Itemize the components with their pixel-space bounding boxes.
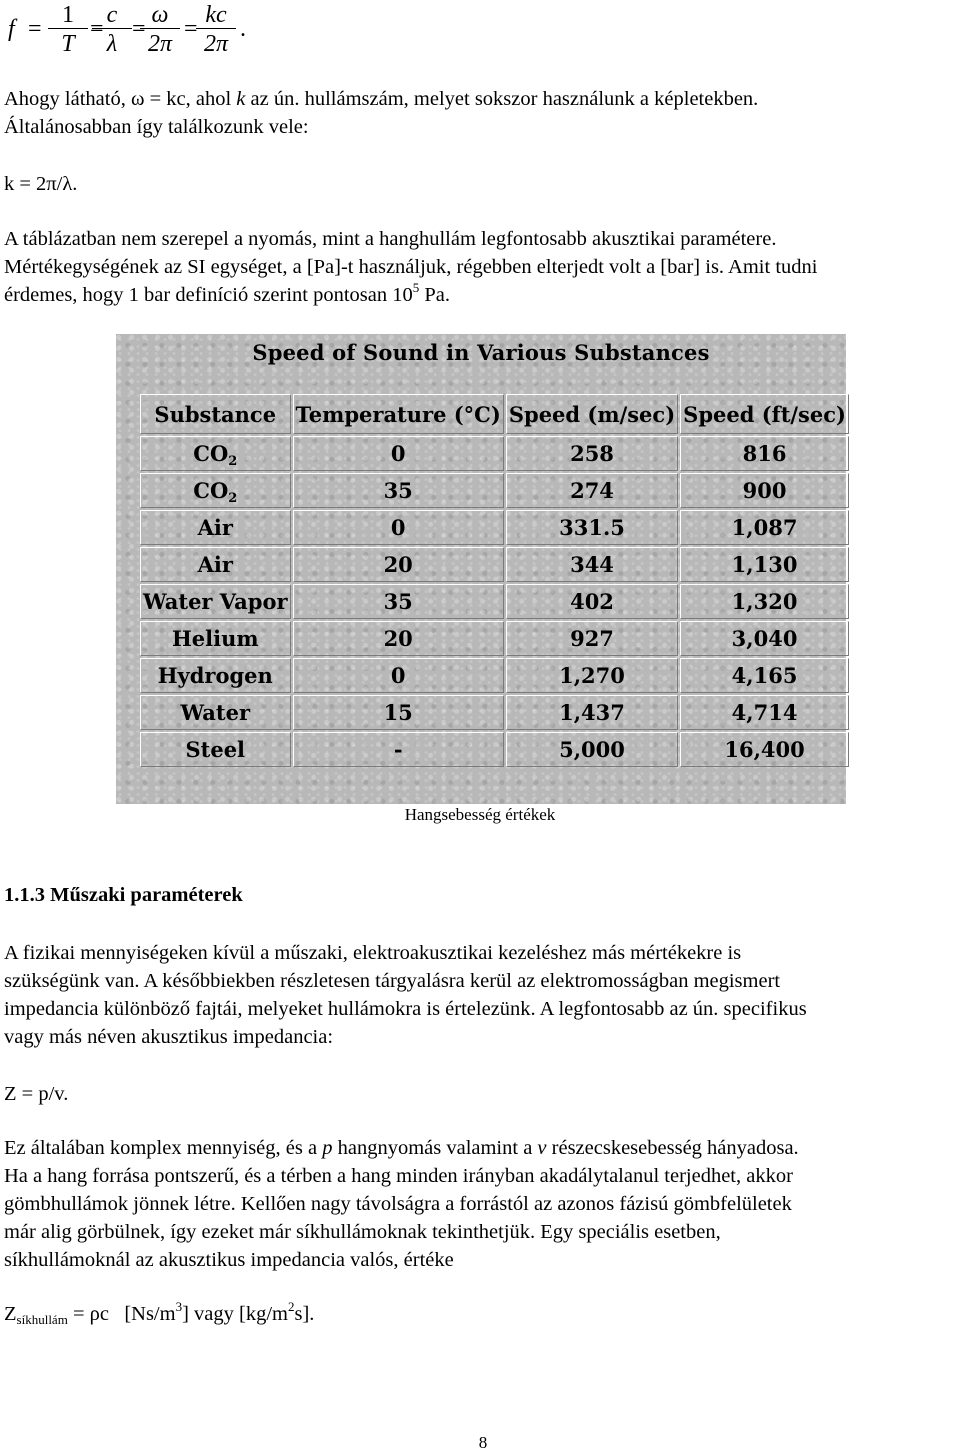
text-run: hangnyomás valamint a bbox=[332, 1137, 538, 1159]
frequency-formula bbox=[8, 2, 268, 62]
paragraph-line: impedancia különböző fajtái, melyeket hullámokra is értelezünk. A legfontosabb az ún. specifikus bbox=[4, 998, 807, 1020]
cell-speed-ms: 5,000 bbox=[506, 732, 678, 767]
z-symbol: Z bbox=[4, 1303, 17, 1325]
cell-substance bbox=[140, 547, 291, 582]
substance-subscript: 2 bbox=[228, 491, 238, 506]
formula-eq-2: = bbox=[90, 16, 104, 42]
text-run: Ahogy látható, ω = kc, ahol bbox=[4, 88, 237, 110]
formula-eq-3: = bbox=[132, 16, 146, 42]
text-run: az ún. hullámszám, melyet sokszor használunk a képletekben. bbox=[245, 88, 759, 110]
paragraph-line: Mértékegységének az SI egységet, a [Pa]-t használjuk, régebben elterjedt volt a [bar] is. Amit tudni bbox=[4, 256, 818, 278]
formula-frac-2 bbox=[92, 2, 132, 57]
figure-caption: Hangsebesség értékek bbox=[404, 805, 556, 824]
table-header-row bbox=[140, 394, 849, 434]
cell-substance bbox=[140, 436, 291, 471]
table-row bbox=[140, 436, 849, 471]
cell-temperature: 20 bbox=[293, 621, 504, 656]
cell-speed-ms: 402 bbox=[506, 584, 678, 619]
cell-speed-fts: 16,400 bbox=[680, 732, 849, 767]
formula-frac-4-num: kc bbox=[205, 2, 227, 28]
formula-eq-1: = bbox=[28, 16, 42, 42]
formula-frac-3-num: ω bbox=[151, 2, 169, 28]
cell-substance bbox=[140, 658, 291, 693]
table-row bbox=[140, 473, 849, 508]
substance-name: Hydrogen bbox=[157, 663, 273, 688]
substance-name: CO bbox=[193, 441, 229, 466]
paragraph-line: Ha a hang forrása pontszerű, és a térben a hang minden irányban akadálytalanul terjedhet, akkor bbox=[4, 1165, 793, 1187]
subscript: síkhullám bbox=[16, 1312, 68, 1327]
header-temperature: Temperature (°C) bbox=[293, 394, 504, 434]
paragraph-wave-number bbox=[4, 85, 956, 141]
text-run: ] vagy [kg/m bbox=[182, 1303, 288, 1325]
k-symbol: k bbox=[236, 88, 246, 110]
formula-end: . bbox=[240, 16, 246, 42]
cell-temperature: 0 bbox=[293, 510, 504, 545]
formula-frac-2-num: c bbox=[106, 2, 118, 28]
paragraph-line: már alig görbülnek, így ezeket már síkhullámoknak tekinthetjük. Egy speciális esetben, bbox=[4, 1221, 721, 1243]
formula-frac-3 bbox=[140, 2, 180, 57]
formula-frac-2-den: λ bbox=[106, 31, 118, 57]
cell-temperature: - bbox=[293, 732, 504, 767]
paragraph-line: síkhullámoknál az akusztikus impedancia valós, értéke bbox=[4, 1249, 454, 1271]
cell-speed-ms: 927 bbox=[506, 621, 678, 656]
header-speed-ms: Speed (m/sec) bbox=[506, 394, 678, 434]
substance-name: Water Vapor bbox=[143, 589, 288, 614]
formula-frac-4-den: 2π bbox=[203, 31, 229, 57]
substance-name: Helium bbox=[171, 626, 259, 651]
text-run: érdemes, hogy 1 bar definíció szerint pontosan 10 bbox=[4, 284, 413, 306]
paragraph-line: Általánosabban így találkozunk vele: bbox=[4, 116, 309, 138]
table-row bbox=[140, 695, 849, 730]
cell-substance bbox=[140, 473, 291, 508]
cell-speed-fts: 4,165 bbox=[680, 658, 849, 693]
formula-frac-1-num: 1 bbox=[62, 2, 74, 28]
cell-speed-ms: 258 bbox=[506, 436, 678, 471]
cell-speed-ms: 331.5 bbox=[506, 510, 678, 545]
substance-name: Water bbox=[180, 700, 251, 725]
cell-substance bbox=[140, 584, 291, 619]
cell-substance bbox=[140, 695, 291, 730]
cell-speed-ms: 274 bbox=[506, 473, 678, 508]
cell-temperature: 20 bbox=[293, 547, 504, 582]
z-plane-wave-formula bbox=[4, 1300, 956, 1328]
paragraph-line: gömbhullámok jönnek létre. Kellően nagy távolságra a forrástól az azonos fázisú gömbfelületek bbox=[4, 1193, 792, 1215]
text-run: s]. bbox=[294, 1303, 315, 1325]
superscript: 3 bbox=[175, 1299, 183, 1314]
paragraph-line: vagy más néven akusztikus impedancia: bbox=[4, 1026, 334, 1048]
text-run: részecskesebesség hányadosa. bbox=[546, 1137, 799, 1159]
formula-eq-4: = bbox=[184, 16, 198, 42]
table-row bbox=[140, 510, 849, 545]
text-run: Pa. bbox=[419, 284, 450, 306]
table-row bbox=[140, 621, 849, 656]
substance-name: Steel bbox=[185, 737, 246, 762]
header-speed-fts: Speed (ft/sec) bbox=[680, 394, 849, 434]
substance-name: Air bbox=[197, 515, 233, 540]
superscript: 5 bbox=[412, 280, 420, 295]
figure-title: Speed of Sound in Various Substances bbox=[252, 340, 710, 365]
table-row bbox=[140, 547, 849, 582]
formula-lhs: f bbox=[8, 16, 15, 42]
paragraph-line bbox=[4, 281, 956, 309]
table-row bbox=[140, 732, 849, 767]
paragraph-pressure bbox=[4, 225, 956, 309]
formula-frac-4 bbox=[196, 2, 236, 57]
v-symbol: v bbox=[537, 1137, 547, 1159]
paragraph-line: A táblázatban nem szerepel a nyomás, mint a hanghullám legfontosabb akusztikai paramétere. bbox=[4, 228, 777, 250]
table-row bbox=[140, 658, 849, 693]
cell-substance bbox=[140, 510, 291, 545]
cell-speed-fts: 816 bbox=[680, 436, 849, 471]
substance-name: Air bbox=[197, 552, 233, 577]
k-formula: k = 2π/λ. bbox=[4, 173, 78, 195]
section-heading: 1.1.3 Műszaki paraméterek bbox=[4, 884, 243, 906]
speed-table bbox=[138, 392, 851, 769]
header-substance: Substance bbox=[140, 394, 291, 434]
formula-frac-3-den: 2π bbox=[147, 31, 173, 57]
cell-speed-ms: 1,270 bbox=[506, 658, 678, 693]
substance-subscript: 2 bbox=[228, 454, 238, 469]
formula-frac-1-den: T bbox=[61, 31, 75, 57]
text-run: Ez általában komplex mennyiség, és a bbox=[4, 1137, 323, 1159]
p-symbol: p bbox=[322, 1137, 333, 1159]
cell-substance bbox=[140, 732, 291, 767]
superscript: 2 bbox=[287, 1299, 295, 1314]
cell-speed-ms: 344 bbox=[506, 547, 678, 582]
cell-speed-fts: 4,714 bbox=[680, 695, 849, 730]
speed-of-sound-figure bbox=[116, 334, 846, 804]
paragraph-line: szükségünk van. A későbbiekben részletesen tárgyalásra kerül az elektromosságban megismert bbox=[4, 970, 781, 992]
substance-name: CO bbox=[193, 478, 229, 503]
paragraph-impedance bbox=[4, 939, 956, 1051]
paragraph-line bbox=[4, 85, 956, 113]
z-formula: Z = p/v. bbox=[4, 1083, 69, 1105]
cell-temperature: 0 bbox=[293, 658, 504, 693]
cell-speed-fts: 3,040 bbox=[680, 621, 849, 656]
paragraph-line bbox=[4, 1134, 956, 1162]
cell-substance bbox=[140, 621, 291, 656]
cell-temperature: 0 bbox=[293, 436, 504, 471]
paragraph-spherical-waves bbox=[4, 1134, 956, 1274]
cell-speed-ms: 1,437 bbox=[506, 695, 678, 730]
formula-frac-1 bbox=[48, 2, 88, 57]
cell-speed-fts: 900 bbox=[680, 473, 849, 508]
cell-temperature: 35 bbox=[293, 473, 504, 508]
cell-speed-fts: 1,130 bbox=[680, 547, 849, 582]
table-row bbox=[140, 584, 849, 619]
cell-temperature: 15 bbox=[293, 695, 504, 730]
cell-temperature: 35 bbox=[293, 584, 504, 619]
cell-speed-fts: 1,320 bbox=[680, 584, 849, 619]
cell-speed-fts: 1,087 bbox=[680, 510, 849, 545]
text-run: = ρc [Ns/m bbox=[67, 1303, 176, 1325]
page-number: 8 bbox=[478, 1433, 488, 1452]
paragraph-line: A fizikai mennyiségeken kívül a műszaki, elektroakusztikai kezeléshez más mértékekre is bbox=[4, 942, 742, 964]
